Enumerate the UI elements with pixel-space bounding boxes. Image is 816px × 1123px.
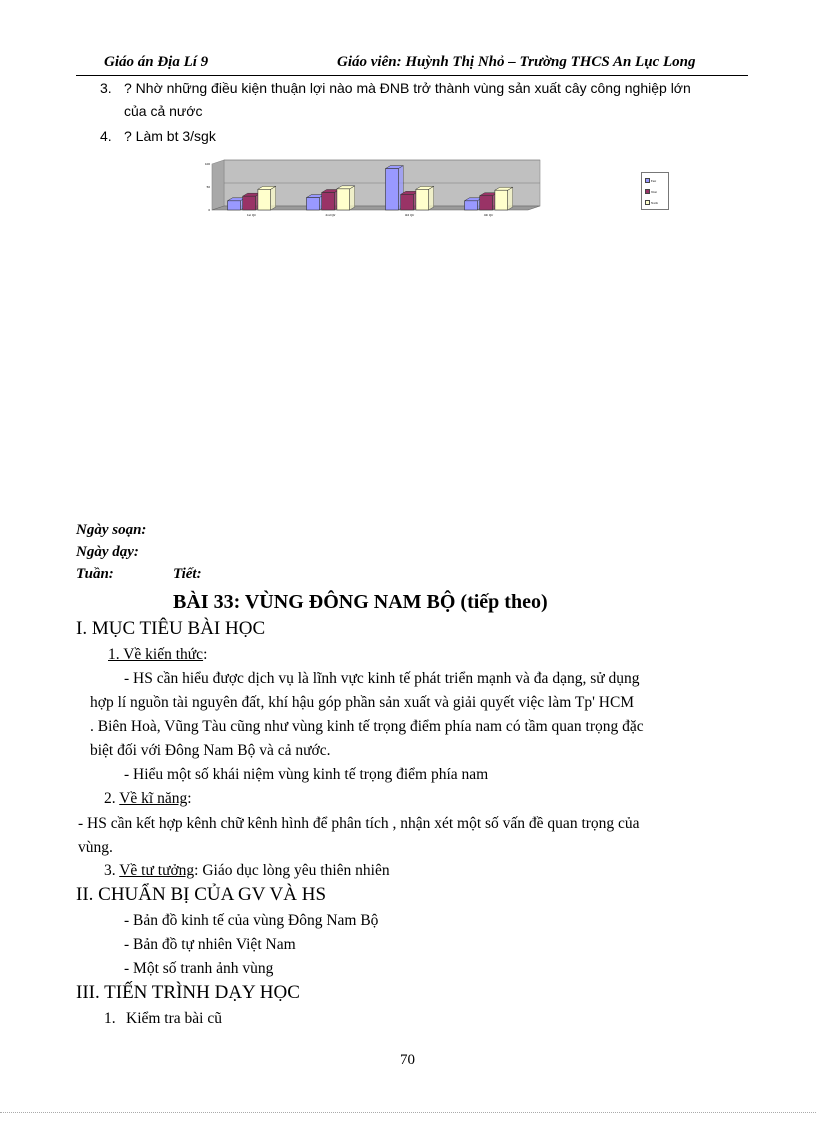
chart-legend <box>641 172 669 210</box>
bar-chart <box>200 158 550 218</box>
header-subject: Giáo án Địa Lí 9 <box>104 54 209 70</box>
prep-item-2: - Bản đồ tự nhiên Việt Nam <box>124 936 296 953</box>
question-4-number: 4. <box>100 128 112 144</box>
step-1-text: Kiểm tra bài cũ <box>126 1010 222 1027</box>
question-3-text: ? Nhờ những điều kiện thuận lợi nào mà ĐNB trở thành vùng sản xuất cây công nghiệp lớn <box>124 80 691 96</box>
x-tick-label: 3rd Qtr <box>404 213 415 217</box>
bar-north-3 <box>416 186 434 210</box>
knowledge-heading-wrap <box>108 646 207 664</box>
step-1-number: 1. <box>104 1010 116 1027</box>
bar-north-2 <box>337 186 355 210</box>
skills-heading: Về kĩ năng <box>119 790 188 807</box>
knowledge-line-2: hợp lí nguồn tài nguyên đất, khí hậu góp phần sản xuất và giải quyết việc làm Tp' HCM <box>90 694 635 711</box>
x-tick-label: 1st Qtr <box>246 213 257 217</box>
chart-x-ticks <box>247 213 493 217</box>
attitude-number: 3. <box>104 862 120 879</box>
knowledge-line-4: biệt đối với Đông Nam Bộ và cả nước. <box>90 742 331 759</box>
attitude-line <box>104 862 390 880</box>
skills-line-1: - HS cần kết hợp kênh chữ kênh hình để phân tích , nhận xét một số vấn đề quan trọng của <box>78 815 640 832</box>
question-3-text-cont: của cả nước <box>124 103 203 119</box>
legend-swatch-north <box>645 200 650 205</box>
x-tick-label: 4th Qtr <box>483 213 494 217</box>
skills-line-2: vùng. <box>78 839 113 856</box>
knowledge-heading: 1. Về kiến thức <box>108 646 204 663</box>
skills-colon: : <box>187 790 192 807</box>
question-3-number: 3. <box>100 80 112 96</box>
legend-label-east: East <box>651 178 657 183</box>
bar-north-1 <box>258 186 276 210</box>
footer-divider <box>0 1112 816 1113</box>
skills-number: 2. <box>104 790 120 807</box>
legend-label-west: West <box>651 189 657 194</box>
x-tick-label: 2nd Qtr <box>325 213 336 217</box>
legend-swatch-west <box>645 189 650 194</box>
section-2-heading: II. CHUẨN BỊ CỦA GV VÀ HS <box>76 884 327 905</box>
knowledge-colon: : <box>203 646 208 663</box>
section-3-heading: III. TIẾN TRÌNH DẠY HỌC <box>76 982 300 1003</box>
chart-side-wall <box>212 160 224 210</box>
question-4-text: ? Làm bt 3/sgk <box>124 128 216 144</box>
page-number: 70 <box>400 1052 415 1068</box>
section-1-heading: I. MỤC TIÊU BÀI HỌC <box>76 618 266 639</box>
y-tick-label: 50 <box>206 185 210 189</box>
legend-item-west <box>645 189 657 194</box>
legend-item-north <box>645 200 658 205</box>
ngay-soan-label: Ngày soạn: <box>76 522 147 538</box>
header-teacher: Giáo viên: Huỳnh Thị Nhỏ – Trường THCS An Lục Long <box>337 54 696 70</box>
knowledge-line-1: - HS cần hiểu được dịch vụ là lĩnh vực kinh tế phát triển mạnh và đa dạng, sử dụng <box>124 670 640 687</box>
header-divider <box>76 75 748 76</box>
knowledge-line-5: - Hiểu một số khái niệm vùng kinh tế trọng điểm phía nam <box>124 766 489 783</box>
legend-label-north: North <box>651 200 658 205</box>
tiet-label: Tiết: <box>173 566 202 582</box>
prep-item-3: - Một số tranh ảnh vùng <box>124 960 274 977</box>
legend-swatch-east <box>645 178 650 183</box>
attitude-text: : Giáo dục lòng yêu thiên nhiên <box>194 862 390 879</box>
knowledge-line-3: . Biên Hoà, Vũng Tàu cũng như vùng kinh tế trọng điểm phía nam có tầm quan trọng đặc <box>90 718 644 735</box>
y-tick-label: 100 <box>204 162 210 166</box>
y-tick-label: 0 <box>208 208 210 212</box>
legend-item-east <box>645 178 656 183</box>
prep-item-1: - Bản đồ kinh tế của vùng Đông Nam Bộ <box>124 912 379 929</box>
skills-heading-wrap <box>104 790 192 808</box>
chart-y-ticks <box>205 162 210 212</box>
attitude-heading: Về tư tưởng <box>119 862 195 879</box>
tuan-label: Tuần: <box>76 566 114 582</box>
bar-north-4 <box>495 187 513 210</box>
lesson-title: BÀI 33: VÙNG ĐÔNG NAM BỘ (tiếp theo) <box>173 591 548 613</box>
ngay-day-label: Ngày dạy: <box>76 544 139 560</box>
